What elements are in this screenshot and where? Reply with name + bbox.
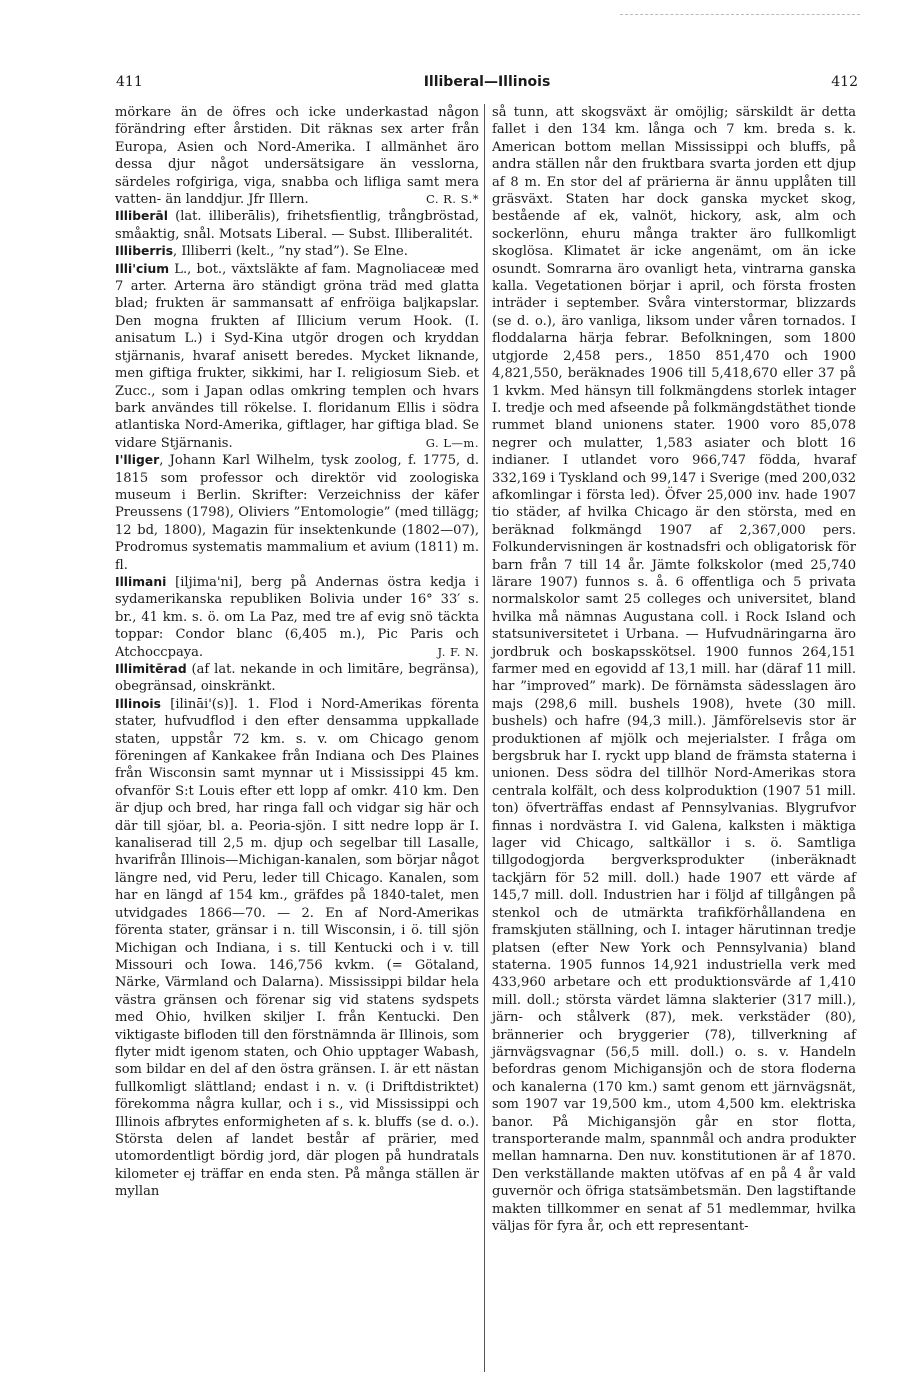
entry-headword: Illimani: [115, 574, 167, 589]
author-signature: J. F. N.: [437, 644, 479, 659]
author-signature: C. R. S.*: [425, 192, 479, 207]
author-signature: G. L—m.: [425, 435, 479, 450]
entry-text: L., bot., växtsläkte af fam. Magnoliaceæ med 7 arter. Arterna äro ständigt gröna träd med glatta blad; frukten är sammansatt af enfröiga baljkapslar. Den mogna frukten af Illicium verum Hook. (I. anisatum L.) i Syd-Kina utgör drogen och kryddan stjärnanis, hvaraf anisett beredes. Mycket liknande, men giftiga frukter, sikkimi, har I. religiosum Sieb. et Zucc., som i Japan odlas omkring templen och hvars bark användes till rökelse. I. floridanum Ellis i södra atlantiska Nord-Amerika, giftlager, har giftiga blad. Se vidare Stjärnanis.: [115, 261, 479, 451]
dictionary-entry: [115, 661, 479, 696]
entry-text: (lat. illiberālis), frihetsfientlig, trångbröstad, småaktig, snål. Motsats Liberal. — Subst. Illiberalitét.: [115, 209, 479, 242]
dictionary-entry: [115, 208, 479, 243]
continued-paragraph: [492, 104, 856, 1235]
entry-text: [iljima'ni], berg på Andernas östra kedja i sydamerikanska republiken Bolivia under 16° 33′ s. br., 41 km. s. ö. om La Paz, med tre af evig snö täckta toppar: Condor blanc (6,405 m.), Pic Paris och Atchoccpaya.: [115, 574, 479, 660]
entry-headword: Illiberris: [115, 244, 174, 259]
right-column: [492, 104, 856, 1235]
left-column: [115, 104, 479, 1201]
dictionary-entry: [115, 452, 479, 574]
scan-artifact-rule: [620, 14, 860, 16]
dictionary-entry: [115, 574, 479, 661]
entry-headword: I'lliger: [115, 453, 160, 468]
page-header: [116, 74, 858, 96]
page-number-left: 411: [116, 74, 143, 90]
entry-text: (af lat. nekande in och limitāre, begränsa), obegränsad, oinskränkt.: [115, 662, 479, 695]
entry-text: så tunn, att skogsväxt är omöjlig; särskildt är detta fallet i den 134 km. långa och 7 km. breda s. k. American bottom mellan Mississippi och bluffs, på andra ställen når den fruktbara svarta jorden ett djup af 8 m. En stor del af prärierna är ännu upplåten till gräsväxt. Staten har dock ganska mycket skog, bestående af ek, valnöt, hickory, ask, alm och sockerlönn, ehuru många trakter äro fullkomligt skoglösa. Klimatet är icke angenämt, om än icke osundt. Somrarna äro ovanligt heta, vintrarna ganska kalla. Vegetationen börjar i april, och första frosten inträder i september. Svåra vinterstormar, blizzards (se d. o.), äro vanliga, liksom under våren tornados. I floddalarna härja febrar. Befolkningen, som 1800 utgjorde 2,458 pers., 1850 851,470 och 1900 4,821,550, beräknades 1906 till 5,418,670 eller 37 på 1 kvkm. Med hänsyn till folkmängdens storlek intager I. tredje och med afseende på folkmängdstäthet tionde rummet bland unionens stater. 1900 voro 85,078 negrer och mulatter, 1,583 asiater och blott 16 indianer. I utlandet voro 966,747 födda, hvaraf 332,169 i Tyskland och 99,147 i Sverige (med 200,032 afkomlingar i första led). Öfver 25,000 inv. hade 1907 tio städer, af hvilka Chicago är den största, med en beräknad folkmängd 1907 af 2,367,000 pers. Folkundervisningen är kostnadsfri och obligatorisk för barn från 7 till 14 år. Jämte folkskolor (med 25,740 lärare 1907) funnos s. å. 6 offentliga och 5 privata normalskolor samt 25 colleges och universitet, bland hvilka må nämnas Augustana coll. i Rock Island och statsuniversitetet i Urbana. — Hufvudnäringarna äro jordbruk och boskapsskötsel. 1900 funnos 264,151 farmer med en egovidd af 13,1 mill. har (däraf 11 mill. har ”improved” mark). De förnämsta sädesslagen äro majs (298,6 mill. bushels 1908), hvete (30 mill. bushels) och hafre (94,3 mill.). Jämförelsevis stor är produktionen af mjölk och mejerialster. I fråga om bergsbruk har I. ryckt upp bland de främsta staterna i unionen. Dess södra del tillhör Nord-Amerikas stora centrala kolfält, och dess kolproduktion (1907 51 mill. ton) öfverträffas endast af Pennsylvanias. Blygrufvor finnas i nordvästra I. vid Galena, kalksten i mäktiga lager vid Chicago, saltkällor i s. ö. Samtliga tillgodogjorda bergverksprodukter (inberäknadt tackjärn för 52 mill. doll.) hade 1907 ett värde af 145,7 mill. doll. Industrien har i följd af tillgången på stenkol och de utmärkta trafikförhållandena en framskjuten ställning, och I. intager härutinnan tredje platsen (efter New York och Pennsylvania) bland staterna. 1905 funnos 14,921 industriella verk med 433,960 arbetare och ett produktionsvärde af 1,410 mill. doll.; största värdet lämna slakterier (317 mill.), järn- och stålverk (87), mek. verkstäder (80), brännerier och bryggerier (78), tillverkning af järnvägsvagnar (56,5 mill. doll.) o. s. v. Handeln befordras genom Michigansjön och de stora floderna och kanalerna (170 km.) samt genom ett järnvägsnät, som 1907 var 19,500 km., utom 4,500 km. elektriska banor. På Michigansjön går en stor flotta, transporterande malm, spannmål och andra produkter mellan hamnarna. Den nuv. konstitutionen är af 1870. Den verkställande makten utöfvas af en på 4 år vald guvernör och öfriga statsämbetsmän. Den lagstiftande makten tillkommer en senat af 51 medlemmar, hvilka väljas för fyra år, och ett representant-: [492, 105, 856, 1234]
entry-text: , Illiberri (kelt., ”ny stad”). Se Elne.: [173, 244, 408, 260]
entry-headword: Illiberāl: [115, 209, 168, 224]
entry-text: [ilināi'(s)]. 1. Flod i Nord-Amerikas förenta stater, hufvudflod i den efter densamma uppkallade staten, uppstår 72 km. s. v. om Chicago genom föreningen af Kankakee från Indiana och Des Plaines från Wisconsin samt mynnar ut i Mississippi 45 km. ofvanför S:t Louis efter ett lopp af omkr. 410 km. Den är djup och bred, har ringa fall och vidgar sig här och där till sjöar, bl. a. Peoria-sjön. I sitt nedre lopp är I. kanaliserad till 2,5 m. djup och segelbar till Lasalle, hvarifrån Illinois—Michigan-kanalen, som börjar något längre ned, vid Peru, leder till Chicago. Kanalen, som har en längd af 154 km., gräfdes på 1840-talet, men utvidgades 1866—70. — 2. En af Nord-Amerikas förenta stater, gränsar i n. till Wisconsin, i ö. till sjön Michigan och Indiana, i s. till Kentucki och i v. till Missouri och Iowa. 146,756 kvkm. (= Götaland, Närke, Värmland och Dalarna). Mississippi bildar hela västra gränsen och förenar sig vid statens sydspets med Ohio, hvilken skiljer I. från Kentucki. Den viktigaste bifloden till den förstnämnda är Illinois, som flyter midt igenom staten, och Ohio upptager Wabash, som bildar en del af den östra gränsen. I. är ett nästan fullkomligt slättland; endast i n. v. (i Driftdistriktet) förekomma några kullar, och i s., vid Mississippi och Illinois afbrytes enformigheten af s. k. bluffs (se d. o.). Största delen af landet består af prärier, med utomordentligt bördig jord, där plogen på hundratals kilometer ej träffar en enda sten. På många ställen är myllan: [115, 696, 479, 1200]
entry-headword: Illimitērad: [115, 662, 187, 676]
continued-paragraph: [115, 104, 479, 208]
entry-text: , Johann Karl Wilhelm, tysk zoolog, f. 1775, d. 1815 som professor och direktör vid zoologiska museum i Berlin. Skrifter: Verzeichniss der käfer Preussens (1798), Oliviers ”Entomologie” (med tillägg; 12 bd, 1800), Magazin für insektenkunde (1802—07), Prodromus systematis mammalium et avium (1811) m. fl.: [115, 453, 479, 573]
page-number-right: 412: [831, 74, 858, 90]
column-divider: [484, 104, 485, 1372]
running-head: Illiberal—Illinois: [423, 74, 551, 90]
dictionary-entry: [115, 696, 479, 1201]
entry-headword: Illinois: [115, 696, 161, 711]
dictionary-entry: [115, 261, 479, 452]
entry-text: mörkare än de öfres och icke underkastad någon förändring efter årstiden. Dit räknas sex arter från Europa, Asien och Nord-Amerika. I allmänhet äro dessa djur något undersätsigare än vesslorna, särdeles rofgiriga, viga, snabba och lifliga samt mera vatten- än landdjur. Jfr Illern.: [115, 105, 479, 208]
entry-headword: Illi'cium: [115, 261, 170, 276]
dictionary-entry: [115, 243, 479, 260]
